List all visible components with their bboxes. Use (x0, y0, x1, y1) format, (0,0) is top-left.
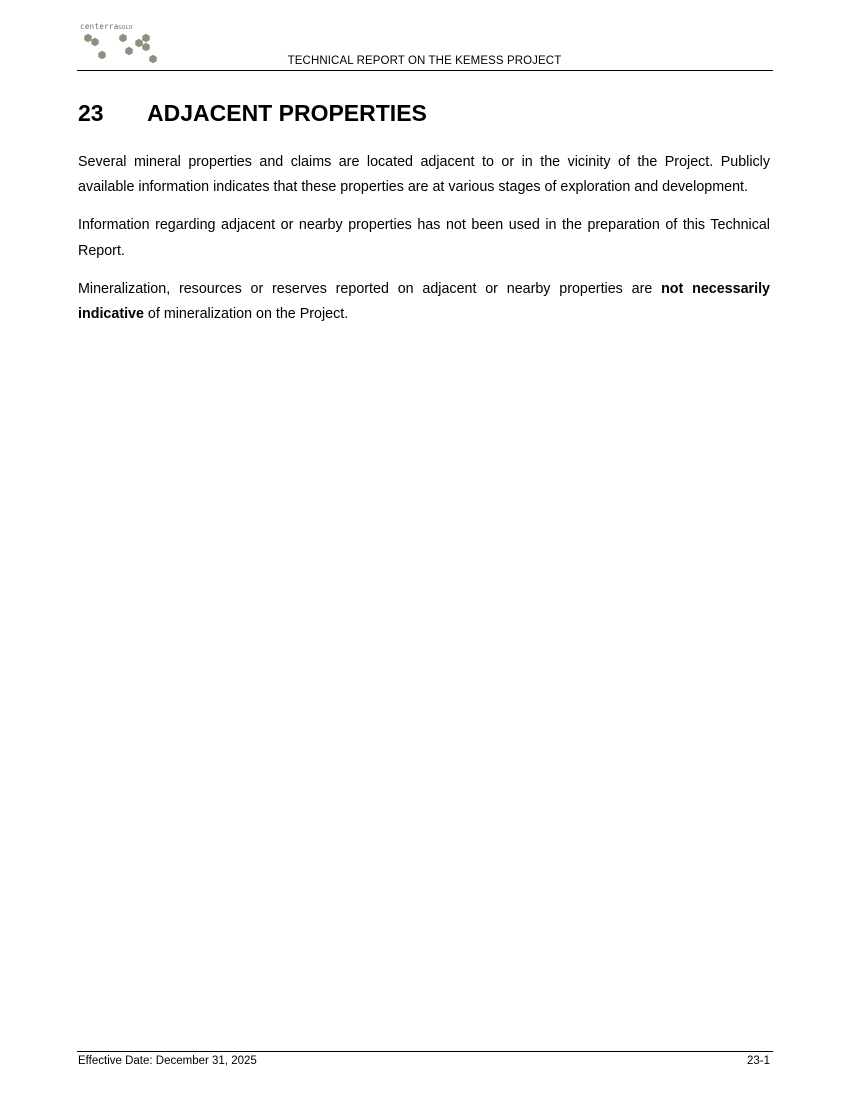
paragraph (78, 277, 770, 328)
paragraph-text: Mineralization, resources or reserves reported on adjacent or nearby properties are (78, 280, 662, 297)
logo-hexagon (125, 47, 132, 56)
paragraph: Information regarding adjacent or nearby properties has not been used in the preparation of this Technical Report. (78, 217, 770, 259)
logo-hexagon (119, 34, 126, 43)
logo-text-primary: centerra (80, 22, 119, 31)
logo-hexagon (142, 34, 149, 43)
section-body (78, 150, 770, 340)
section-heading (78, 100, 427, 127)
logo-hexagon (84, 34, 91, 43)
logo-hexagon (142, 43, 149, 52)
logo-hexagon (135, 39, 142, 48)
footer-divider (77, 1051, 773, 1052)
logo-wordmark (80, 22, 133, 31)
logo-hexagon (91, 38, 98, 47)
paragraph: Several mineral properties and claims are located adjacent to or in the vicinity of the Project. Publicly available information indicates that these properties are at various stages of exploration and development. (78, 154, 770, 196)
section-number: 23 (78, 100, 104, 126)
paragraph-text: of mineralization on the Project. (143, 306, 349, 323)
report-header-title: TECHNICAL REPORT ON THE KEMESS PROJECT (287, 55, 562, 67)
section-title: ADJACENT PROPERTIES (147, 100, 427, 126)
effective-date: Effective Date: December 31, 2025 (78, 1055, 257, 1067)
header-divider (77, 70, 773, 71)
page-number: 23-1 (746, 1055, 770, 1067)
emphasis-text: not necessarily indicative (78, 280, 770, 323)
logo-text-secondary: GOLD (118, 25, 133, 31)
